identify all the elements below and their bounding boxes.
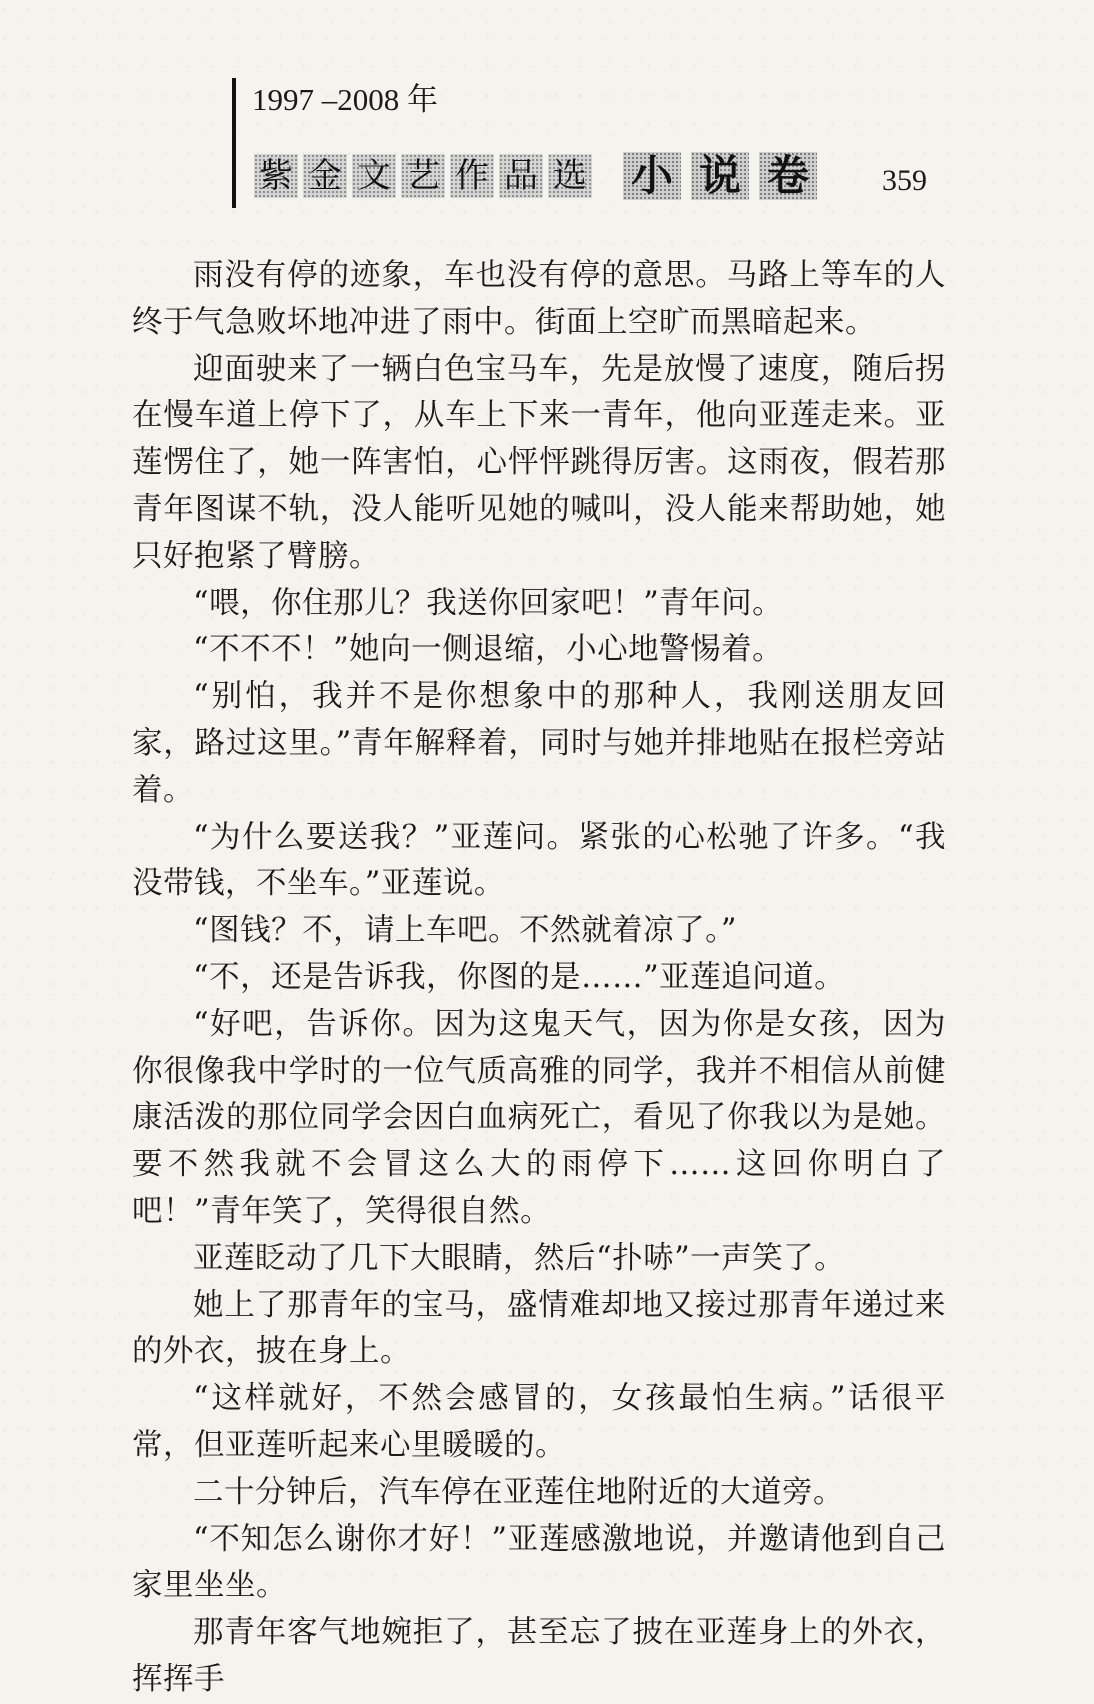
running-header xyxy=(232,78,952,208)
header-vertical-rule xyxy=(232,78,236,208)
paragraph: 雨没有停的迹象，车也没有停的意思。马路上等车的人终于气急败坏地冲进了雨中。街面上空旷而黑暗起来。 xyxy=(132,258,946,340)
paragraph: “这样就好，不然会感冒的，女孩最怕生病。”话很平常，但亚莲听起来心里暖暖的。 xyxy=(132,1381,946,1463)
paragraph: “喂，你住那儿？我送你回家吧！”青年问。 xyxy=(193,585,784,621)
paragraph: “不知怎么谢你才好！”亚莲感激地说，并邀请他到自己家里坐坐。 xyxy=(132,1521,946,1604)
paragraph: “别怕，我并不是你想象中的那种人，我刚送朋友回家，路过这里。”青年解释着，同时与她并排地贴在报栏旁站着。 xyxy=(132,679,946,808)
paragraph: 迎面驶来了一辆白色宝马车，先是放慢了速度，随后拐在慢车道上停下了，从车上下来一青年，他向亚莲走来。亚莲愣住了，她一阵害怕，心怦怦跳得厉害。这雨夜，假若那青年图谋不轨，没人能听见她的喊叫，没人能来帮助她，她只好抱紧了臂膀。 xyxy=(132,351,946,574)
paragraph: 她上了那青年的宝马，盛情难却地又接过那青年递过来的外衣，披在身上。 xyxy=(132,1287,946,1370)
volume-title-char: 小 xyxy=(623,152,681,200)
paragraph: “好吧，告诉你。因为这鬼天气，因为你是女孩，因为你很像我中学时的一位气质高雅的同学，我并不相信从前健康活泼的那位同学会因白血病死亡，看见了你我以为是她。要不然我就不会冒这么大的雨停下……这回你明白了吧！”青年笑了，笑得很自然。 xyxy=(132,1006,946,1229)
series-title-char: 文 xyxy=(352,154,396,198)
series-title-char: 金 xyxy=(303,154,347,198)
body-text xyxy=(132,253,946,1704)
header-years: 1997 –2008 年 xyxy=(252,82,438,117)
paragraph: “为什么要送我？”亚莲问。紧张的心松驰了许多。“我没带钱，不坐车。”亚莲说。 xyxy=(132,819,946,902)
series-title-char: 紫 xyxy=(254,154,298,198)
series-title-char: 作 xyxy=(450,154,494,198)
paragraph: “不不不！”她向一侧退缩，小心地警惕着。 xyxy=(193,632,784,668)
header-series-title xyxy=(254,152,827,200)
volume-title-char: 卷 xyxy=(759,152,817,200)
paragraph: “不，还是告诉我，你图的是……”亚莲追问道。 xyxy=(193,959,846,995)
paragraph: 二十分钟后，汽车停在亚莲住地附近的大道旁。 xyxy=(193,1474,844,1510)
series-title-char: 选 xyxy=(548,154,592,198)
volume-title xyxy=(623,152,827,200)
page-number: 359 xyxy=(882,164,927,197)
paragraph: 亚莲眨动了几下大眼睛，然后“扑哧”一声笑了。 xyxy=(193,1240,846,1276)
paragraph: “图钱？不，请上车吧。不然就着凉了。” xyxy=(193,913,737,949)
series-title-char: 艺 xyxy=(401,154,445,198)
paragraph: 那青年客气地婉拒了，甚至忘了披在亚莲身上的外衣，挥挥手 xyxy=(132,1615,946,1697)
series-title-char: 品 xyxy=(499,154,543,198)
volume-title-char: 说 xyxy=(691,152,749,200)
